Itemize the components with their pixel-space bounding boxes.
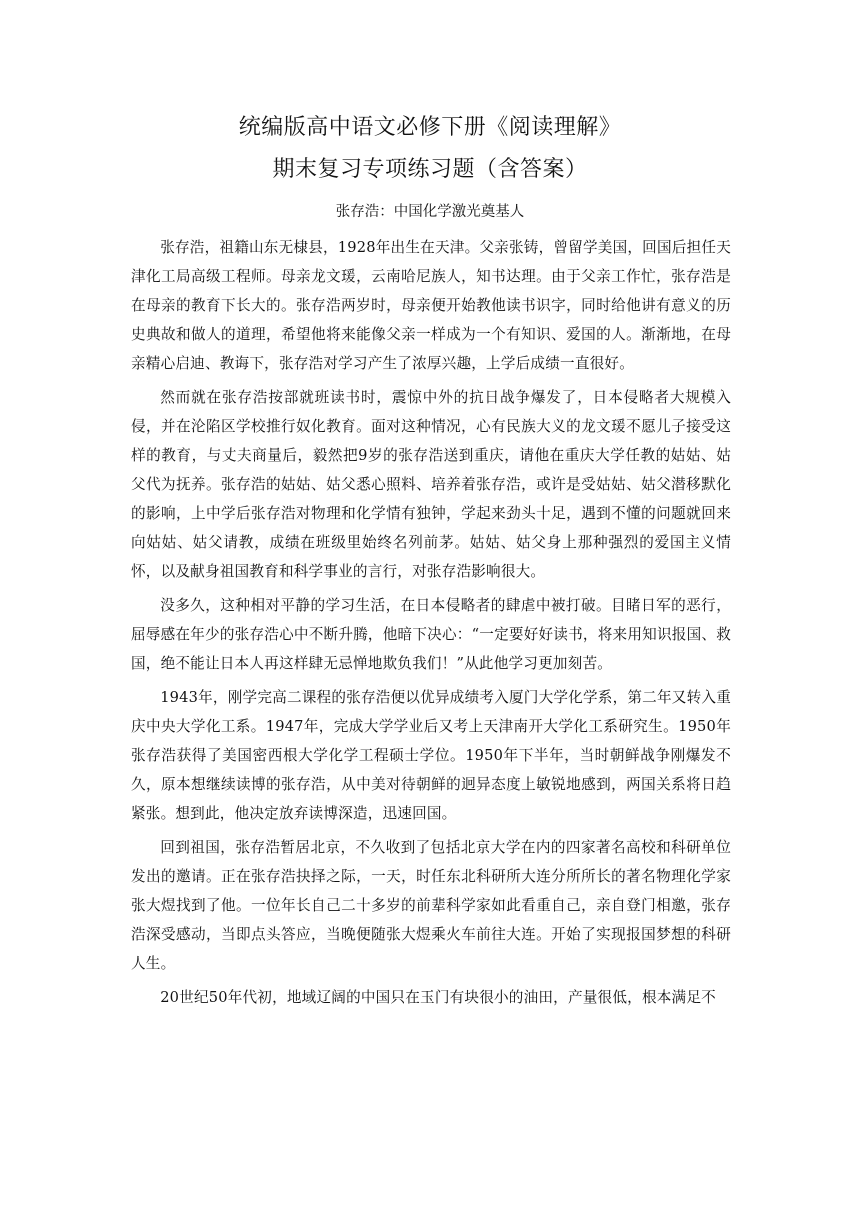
paragraph-2: 然而就在张存浩按部就班读书时，震惊中外的抗日战争爆发了，日本侵略者大规模入侵，并在沦陷区学校推行奴化教育。面对这种情况，心有民族大义的龙文瑗不愿儿子接受这样的教育，与丈夫商量后，毅然把9岁的张存浩送到重庆，请他在重庆大学任教的姑姑、姑父代为抚养。张存浩的姑姑、姑父悉心照料、培养着张存浩，或许是受姑姑、姑父潜移默化的影响，上中学后张存浩对物理和化学情有独钟，学起来劲头十足，遇到不懂的问题就回来向姑姑、姑父请教，成绩在班级里始终名列前茅。姑姑、姑父身上那种强烈的爱国主义情怀，以及献身祖国教育和科学事业的言行，对张存浩影响很大。: [131, 389, 731, 580]
article-body: [131, 233, 731, 1017]
paragraph-3: 没多久，这种相对平静的学习生活，在日本侵略者的肆虐中被打破。目睹日军的恶行，屈辱感在年少的张存浩心中不断升腾，他暗下决心：“一定要好好读书，将来用知识报国、救国，绝不能让日本人再这样肆无忌惮地欺负我们！”从此他学习更加刻苦。: [131, 597, 731, 672]
paragraph-4: 1943年，刚学完高二课程的张存浩便以优异成绩考入厦门大学化学系，第二年又转入重庆中央大学化工系。1947年，完成大学学业后又考上天津南开大学化工系研究生。1950年张存浩获得了美国密西根大学化学工程硕士学位。1950年下半年，当时朝鲜战争刚爆发不久，原本想继续读博的张存浩，从中美对待朝鲜的迥异态度上敏锐地感到，两国关系将日趋紧张。想到此，他决定放弃读博深造，迅速回国。: [131, 689, 731, 822]
document-title-line-1: 统编版高中语文必修下册《阅读理解》: [238, 115, 622, 140]
paragraph-1: 张存浩，祖籍山东无棣县，1928年出生在天津。父亲张铸，曾留学美国，回国后担任天津化工局高级工程师。母亲龙文瑗，云南哈尼族人，知书达理。由于父亲工作忙，张存浩是在母亲的教育下长大的。张存浩两岁时，母亲便开始教他读书识字，同时给他讲有意义的历史典故和做人的道理，希望他将来能像父亲一样成为一个有知识、爱国的人。渐渐地，在母亲精心启迪、教诲下，张存浩对学习产生了浓厚兴趣，上学后成绩一直很好。: [131, 239, 731, 372]
document-title-line-2: 期末复习专项练习题（含答案）: [272, 157, 588, 182]
article-title: 张存浩：中国化学激光奠基人: [335, 204, 525, 220]
paragraph-6: 20世纪50年代初，地域辽阔的中国只在玉门有块很小的油田，产量很低，根本满足不: [160, 989, 716, 1006]
paragraph-5: 回到祖国，张存浩暂居北京，不久收到了包括北京大学在内的四家著名高校和科研单位发出的邀请。正在张存浩抉择之际，一天，时任东北科研所大连分所所长的著名物理化学家张大煜找到了他。一位年长自己二十多岁的前辈科学家如此看重自己，亲自登门相邀，张存浩深受感动，当即点头答应，当晚便随张大煜乘火车前往大连。开始了实现报国梦想的科研人生。: [131, 839, 731, 972]
